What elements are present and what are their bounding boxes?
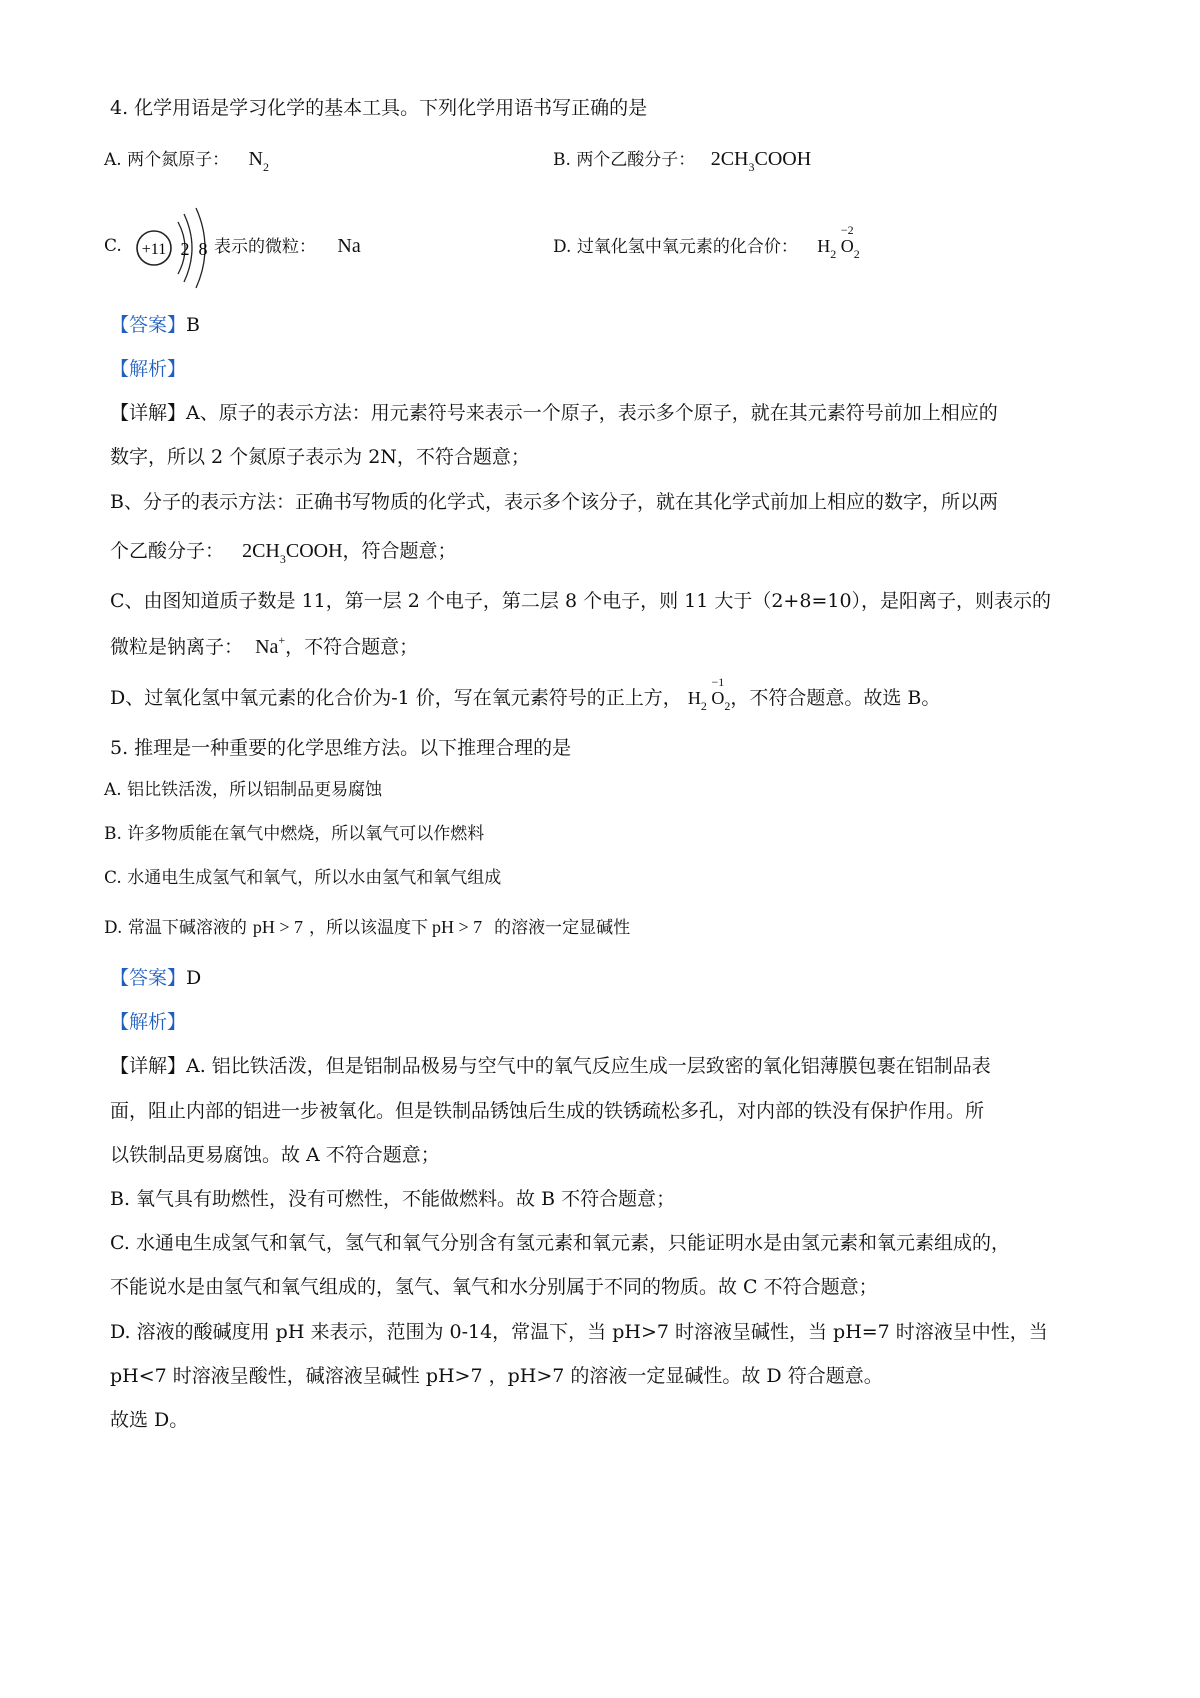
q4-detail-a-1: 【详解】A、原子的表示方法：用元素符号来表示一个原子，表示多个原子，就在其元素符号前加上相应的 bbox=[110, 402, 998, 424]
q4-detail-b-1: B、分子的表示方法：正确书写物质的化学式，表示多个该分子，就在其化学式前加上相应的数字，所以两 bbox=[110, 491, 998, 513]
q4-detail-d: D、过氧化氢中氧元素的化合价为-1 价，写在氧元素符号的正上方， $H_2$ −1 $O_2$，不符合题意。故选 B。 bbox=[110, 675, 941, 713]
sodium-ion-formula: Na+ bbox=[255, 633, 286, 658]
q4-option-a-formula: $N_2$ bbox=[248, 148, 269, 174]
q5-analysis-tag: 【解析】 bbox=[110, 1011, 187, 1033]
answer-tag: 【答案】 bbox=[110, 314, 187, 336]
q5-detail-7: D. 溶液的酸碱度用 pH 来表示，范围为 0-14，常温下，当 pH>7 时溶液呈碱性，当 pH=7 时溶液呈中性，当 bbox=[110, 1321, 1048, 1343]
q5-detail-4: B. 氧气具有助燃性，没有可燃性，不能做燃料。故 B 不符合题意； bbox=[110, 1188, 676, 1210]
q4-option-c-letter: C. bbox=[104, 236, 122, 256]
q4-detail-b-2: 个乙酸分子： $2CH_3COOH$，符合题意； bbox=[110, 540, 457, 566]
q5-answer: 【答案】D bbox=[110, 967, 202, 989]
acetic-acid-formula: $2CH_3COOH$ bbox=[242, 540, 343, 566]
q4-stem: 4. 化学用语是学习化学的基本工具。下列化学用语书写正确的是 bbox=[110, 97, 648, 119]
q5-detail-6: 不能说水是由氢气和氧气组成的，氢气、氧气和水分别属于不同的物质。故 C 不符合题意； bbox=[110, 1276, 878, 1298]
nucleus-charge: +11 bbox=[141, 241, 167, 258]
q4-detail-c-1: C、由图知道质子数是 11，第一层 2 个电子，第二层 8 个电子，则 11 大于（2+8=10），是阳离子，则表示的 bbox=[110, 590, 1052, 612]
q4-option-c-formula: Na bbox=[337, 235, 361, 257]
sodium-ion-structure-diagram bbox=[134, 200, 214, 296]
q4-option-b bbox=[553, 145, 811, 175]
shell-2-electrons: 8 bbox=[198, 239, 208, 259]
q4-option-a bbox=[104, 145, 269, 175]
q5-option-c: C. 水通电生成氢气和氧气，所以水由氢气和氧气组成 bbox=[104, 868, 502, 888]
q4-detail-c-2: 微粒是钠离子： Na+，不符合题意； bbox=[110, 633, 419, 658]
q5-detail-5: C. 水通电生成氢气和氧气，氢气和氧气分别含有氢元素和氧元素，只能证明水是由氢元素和氧元素组成的， bbox=[110, 1232, 1010, 1254]
q5-option-b: B. 许多物质能在氧气中燃烧，所以氧气可以作燃料 bbox=[104, 824, 485, 844]
q4-option-c-text: 表示的微粒： bbox=[214, 237, 316, 257]
q4-option-d-text: 过氧化氢中氧元素的化合价： bbox=[576, 237, 798, 257]
q5-option-a: A. 铝比铁活泼，所以铝制品更易腐蚀 bbox=[104, 780, 383, 800]
q5-detail-3: 以铁制品更易腐蚀。故 A 不符合题意； bbox=[110, 1144, 440, 1166]
q5-detail-1: 【详解】A. 铝比铁活泼，但是铝制品极易与空气中的氧气反应生成一层致密的氧化铝薄膜包裹在铝制品表 bbox=[110, 1055, 991, 1077]
q5-detail-2: 面，阻止内部的铝进一步被氧化。但是铁制品锈蚀后生成的铁锈疏松多孔，对内部的铁没有保护作用。所 bbox=[110, 1100, 985, 1122]
shell-1-electrons: 2 bbox=[180, 239, 190, 259]
q4-option-d-formula: $H_2$ −2 $O_2$ bbox=[817, 223, 860, 261]
q4-option-d bbox=[553, 223, 860, 262]
q4-option-b-formula: $2CH_3COOH$ bbox=[710, 148, 812, 174]
q4-detail-a-2: 数字，所以 2 个氮原子表示为 2N，不符合题意； bbox=[110, 446, 530, 468]
q4-option-b-text: 两个乙酸分子： bbox=[576, 150, 696, 170]
q5-detail-8: pH<7 时溶液呈酸性，碱溶液呈碱性 pH>7 ，pH>7 的溶液一定显碱性。故 D 符合题意。 bbox=[110, 1365, 883, 1387]
q4-answer bbox=[110, 311, 200, 339]
q4-option-c bbox=[214, 232, 361, 261]
hydrogen-peroxide-formula: $H_2$ −1 $O_2$ bbox=[687, 675, 731, 713]
q5-option-d: D. 常温下碱溶液的 pH > 7 ，所以该温度下 pH > 7 的溶液一定显碱性 bbox=[104, 917, 631, 938]
answer-value: B bbox=[186, 314, 200, 336]
q4-option-b-letter: B. bbox=[553, 150, 571, 170]
q4-option-d-letter: D. bbox=[553, 237, 572, 257]
q5-stem: 5. 推理是一种重要的化学思维方法。以下推理合理的是 bbox=[110, 737, 572, 759]
q5-detail-9: 故选 D。 bbox=[110, 1409, 189, 1431]
q4-option-a-letter: A. bbox=[104, 150, 122, 170]
q4-analysis-tag: 【解析】 bbox=[110, 358, 187, 380]
q4-option-a-text: 两个氮原子： bbox=[127, 150, 230, 170]
